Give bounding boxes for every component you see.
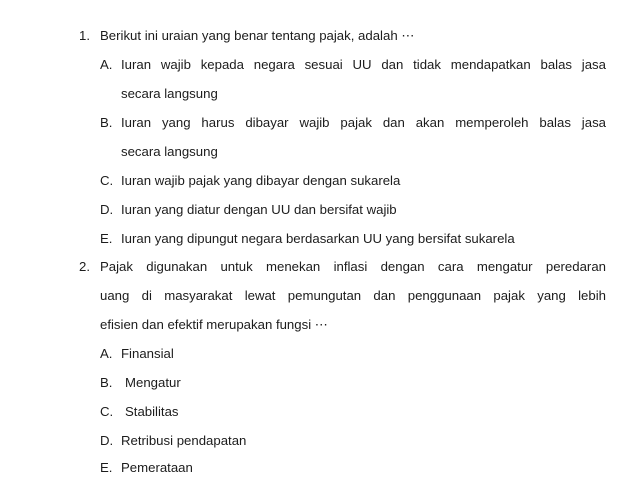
option-text: secara langsung: [121, 144, 218, 159]
option-text: Mengatur: [125, 375, 181, 390]
option-letter: B.: [100, 375, 113, 390]
question-text: uang di masyarakat lewat pemungutan dan penggunaan pajak yang lebih: [100, 288, 606, 303]
option-text: Retribusi pendapatan: [121, 433, 247, 448]
question-text: Berikut ini uraian yang benar tentang pajak, adalah ⋯: [100, 28, 415, 43]
question-number: 2.: [79, 259, 90, 274]
option-letter: B.: [100, 115, 113, 130]
option-text: Pemerataan: [121, 460, 193, 475]
option-text: secara langsung: [121, 86, 218, 101]
option-text: Finansial: [121, 346, 174, 361]
option-letter: E.: [100, 460, 113, 475]
option-text: Iuran wajib kepada negara sesuai UU dan tidak mendapatkan balas jasa: [121, 57, 606, 72]
option-text: Stabilitas: [125, 404, 179, 419]
question-number: 1.: [79, 28, 90, 43]
option-letter: C.: [100, 404, 114, 419]
question-text: Pajak digunakan untuk menekan inflasi dengan cara mengatur peredaran: [100, 259, 606, 274]
question-text: efisien dan efektif merupakan fungsi ⋯: [100, 317, 328, 332]
option-letter: D.: [100, 202, 114, 217]
option-text: Iuran yang diatur dengan UU dan bersifat wajib: [121, 202, 397, 217]
option-letter: A.: [100, 346, 113, 361]
option-letter: A.: [100, 57, 113, 72]
option-letter: D.: [100, 433, 114, 448]
option-text: Iuran yang dipungut negara berdasarkan UU yang bersifat sukarela: [121, 231, 515, 246]
option-text: Iuran wajib pajak yang dibayar dengan sukarela: [121, 173, 401, 188]
option-letter: C.: [100, 173, 114, 188]
option-letter: E.: [100, 231, 113, 246]
option-text: Iuran yang harus dibayar wajib pajak dan akan memperoleh balas jasa: [121, 115, 606, 130]
